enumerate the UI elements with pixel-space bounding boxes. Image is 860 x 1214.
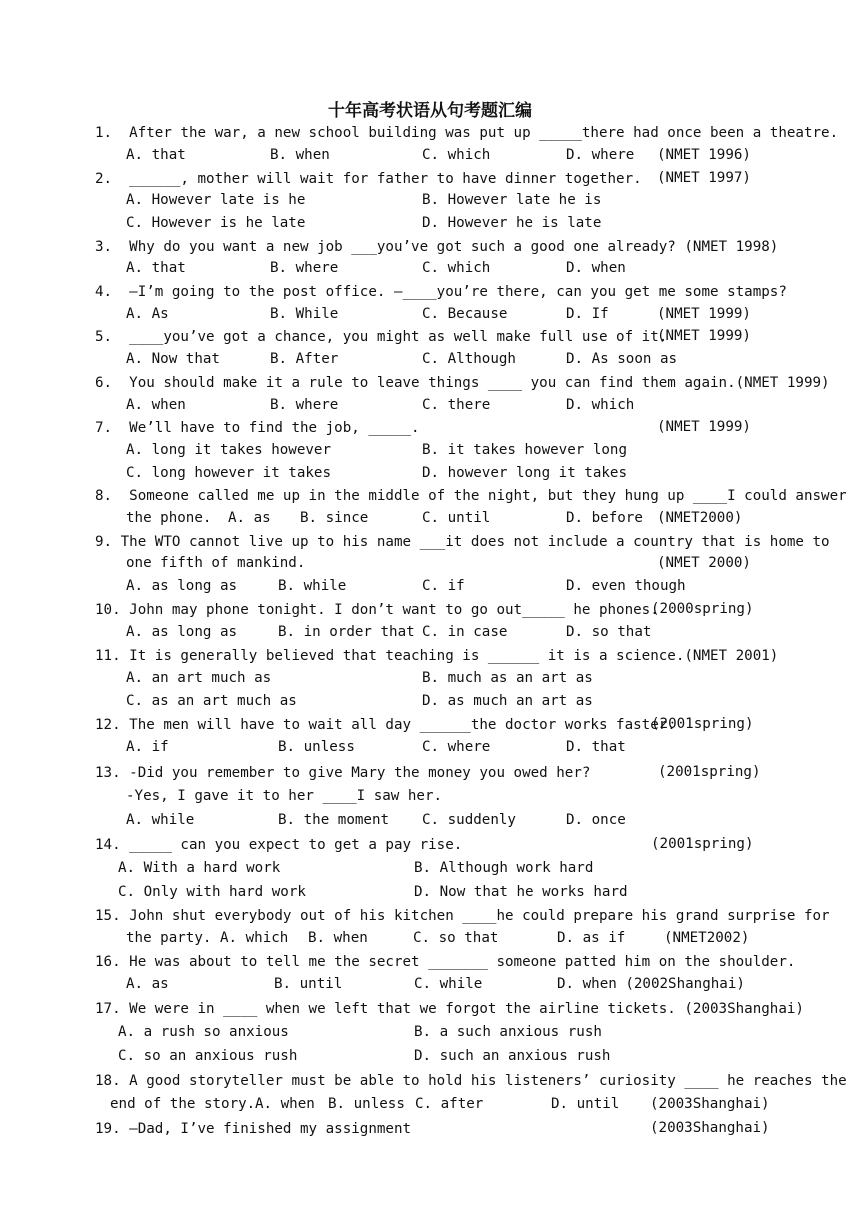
question-14-option-b: B. Although work hard xyxy=(414,860,594,876)
question-13-option-c: C. suddenly xyxy=(422,812,516,828)
question-4-stem: 4. —I’m going to the post office. —____you’re there, can you get me some stamps? xyxy=(95,284,787,300)
question-7-option-a: A. long it takes however xyxy=(126,442,331,458)
question-11-option-d: D. as much an art as xyxy=(422,693,593,709)
question-4-option-b: B. While xyxy=(270,306,339,322)
question-2-option-d: D. However he is late xyxy=(422,215,602,231)
question-5-option-a: A. Now that xyxy=(126,351,220,367)
question-7-option-d: D. however long it takes xyxy=(422,465,627,481)
question-4-option-d: D. If xyxy=(566,306,609,322)
question-15-option-b: B. when xyxy=(308,930,368,946)
question-14-source: (2001spring) xyxy=(651,836,754,852)
question-6-stem: 6. You should make it a rule to leave things ____ you can find them again.(NMET 1999) xyxy=(95,375,830,391)
question-10-option-b: B. in order that xyxy=(278,624,415,640)
question-2-option-b: B. However late he is xyxy=(422,192,602,208)
question-6-option-a: A. when xyxy=(126,397,186,413)
question-9-option-b: B. while xyxy=(278,578,347,594)
question-1-option-c: C. which xyxy=(422,147,491,163)
question-15-source: (NMET2002) xyxy=(664,930,750,946)
question-12-stem: 12. The men will have to wait all day ______the doctor works faster. xyxy=(95,717,676,733)
question-16-stem: 16. He was about to tell me the secret _______ someone patted him on the shoulder. xyxy=(95,954,796,970)
question-5-source: (NMET 1999) xyxy=(657,328,751,344)
question-6-option-c: C. there xyxy=(422,397,491,413)
question-11-option-c: C. as an art much as xyxy=(126,693,297,709)
question-9-option-d: D. even though xyxy=(566,578,686,594)
question-5-option-c: C. Although xyxy=(422,351,516,367)
question-13-option-a: A. while xyxy=(126,812,195,828)
question-9-stem: 9. The WTO cannot live up to his name ___it does not include a country that is home to xyxy=(95,534,830,550)
question-9-option-a: A. as long as xyxy=(126,578,238,594)
question-8-option-d: D. before xyxy=(566,510,643,526)
question-2-option-c: C. However is he late xyxy=(126,215,306,231)
question-7-option-b: B. it takes however long xyxy=(422,442,627,458)
question-11-option-a: A. an art much as xyxy=(126,670,272,686)
question-7-stem: 7. We’ll have to find the job, _____. xyxy=(95,420,420,436)
question-9-continuation: one fifth of mankind. xyxy=(126,555,306,571)
question-18-option-d: D. until xyxy=(551,1096,620,1112)
question-18-source: (2003Shanghai) xyxy=(650,1096,770,1112)
question-9-source: (NMET 2000) xyxy=(657,555,751,571)
question-1-option-a: A. that xyxy=(126,147,186,163)
question-15-option-d: D. as if xyxy=(557,930,626,946)
question-16-option-c: C. while xyxy=(414,976,483,992)
question-17-option-d: D. such an anxious rush xyxy=(414,1048,611,1064)
question-1-option-d: D. where xyxy=(566,147,635,163)
page-title: 十年高考状语从句考题汇编 xyxy=(328,101,532,121)
question-12-source: (2001spring) xyxy=(651,716,754,732)
question-17-stem: 17. We were in ____ when we left that we forgot the airline tickets. (2003Shanghai) xyxy=(95,1001,804,1017)
question-14-stem: 14. _____ can you expect to get a pay rise. xyxy=(95,837,463,853)
question-3-option-d: D. when xyxy=(566,260,626,276)
question-5-option-d: D. As soon as xyxy=(566,351,678,367)
question-15-stem: 15. John shut everybody out of his kitchen ____he could prepare his grand surprise for xyxy=(95,908,830,924)
question-13-continuation: -Yes, I gave it to her ____I saw her. xyxy=(126,788,443,804)
question-2-stem: 2. ______, mother will wait for father to have dinner together. xyxy=(95,171,642,187)
question-8-option-b: B. since xyxy=(300,510,369,526)
question-17-option-c: C. so an anxious rush xyxy=(118,1048,298,1064)
question-5-stem: 5. ____you’ve got a chance, you might as well make full use of it. xyxy=(95,329,668,345)
question-18-option-a: A. when xyxy=(255,1096,315,1112)
question-12-option-d: D. that xyxy=(566,739,626,755)
question-15-option-a: A. which xyxy=(220,930,289,946)
question-11-stem: 11. It is generally believed that teaching is ______ it is a science.(NMET 2001) xyxy=(95,648,779,664)
question-18-option-c: C. after xyxy=(415,1096,484,1112)
question-19-stem: 19. —Dad, I’ve finished my assignment xyxy=(95,1121,412,1137)
question-16-option-a: A. as xyxy=(126,976,169,992)
question-16-option-b: B. until xyxy=(274,976,343,992)
question-3-option-a: A. that xyxy=(126,260,186,276)
question-12-option-c: C. where xyxy=(422,739,491,755)
question-12-option-a: A. if xyxy=(126,739,169,755)
question-10-option-a: A. as long as xyxy=(126,624,238,640)
question-10-option-c: C. in case xyxy=(422,624,508,640)
question-13-option-b: B. the moment xyxy=(278,812,390,828)
question-19-source: (2003Shanghai) xyxy=(650,1120,770,1136)
question-1-option-b: B. when xyxy=(270,147,330,163)
question-4-option-c: C. Because xyxy=(422,306,508,322)
question-1-stem: 1. After the war, a new school building was put up _____there had once been a theatre. xyxy=(95,125,839,141)
question-10-option-d: D. so that xyxy=(566,624,652,640)
question-8-source: (NMET2000) xyxy=(657,510,743,526)
question-1-source: (NMET 1996) xyxy=(657,147,751,163)
question-15-option-c: C. so that xyxy=(413,930,499,946)
question-11-option-b: B. much as an art as xyxy=(422,670,593,686)
question-4-option-a: A. As xyxy=(126,306,169,322)
question-18-stem: 18. A good storyteller must be able to hold his listeners’ curiosity ____ he reaches the xyxy=(95,1073,847,1089)
question-9-option-c: C. if xyxy=(422,578,465,594)
question-8-option-c: C. until xyxy=(422,510,491,526)
question-8-stem: 8. Someone called me up in the middle of the night, but they hung up ____I could answer xyxy=(95,488,847,504)
question-17-option-a: A. a rush so anxious xyxy=(118,1024,289,1040)
question-7-source: (NMET 1999) xyxy=(657,419,751,435)
question-13-stem: 13. -Did you remember to give Mary the money you owed her? xyxy=(95,765,591,781)
question-8-option-a: A. as xyxy=(228,510,271,526)
question-13-source: (2001spring) xyxy=(658,764,761,780)
question-18-option-b: B. unless xyxy=(328,1096,405,1112)
question-14-option-c: C. Only with hard work xyxy=(118,884,306,900)
question-4-source: (NMET 1999) xyxy=(657,306,751,322)
question-14-option-a: A. With a hard work xyxy=(118,860,281,876)
question-10-source: (2000spring) xyxy=(651,601,754,617)
question-10-stem: 10. John may phone tonight. I don’t want to go out_____ he phones. xyxy=(95,602,659,618)
question-18-continuation: end of the story. xyxy=(110,1096,256,1112)
question-7-option-c: C. long however it takes xyxy=(126,465,331,481)
question-6-option-d: D. which xyxy=(566,397,635,413)
question-17-option-b: B. a such anxious rush xyxy=(414,1024,602,1040)
question-3-option-b: B. where xyxy=(270,260,339,276)
question-16-option-d: D. when (2002Shanghai) xyxy=(557,976,745,992)
question-15-continuation: the party. xyxy=(126,930,212,946)
question-6-option-b: B. where xyxy=(270,397,339,413)
question-14-option-d: D. Now that he works hard xyxy=(414,884,628,900)
question-2-source: (NMET 1997) xyxy=(657,170,751,186)
question-3-option-c: C. which xyxy=(422,260,491,276)
question-8-continuation: the phone. xyxy=(126,510,212,526)
question-2-option-a: A. However late is he xyxy=(126,192,306,208)
question-3-stem: 3. Why do you want a new job ___you’ve got such a good one already? (NMET 1998) xyxy=(95,239,779,255)
question-12-option-b: B. unless xyxy=(278,739,355,755)
question-13-option-d: D. once xyxy=(566,812,626,828)
question-5-option-b: B. After xyxy=(270,351,339,367)
